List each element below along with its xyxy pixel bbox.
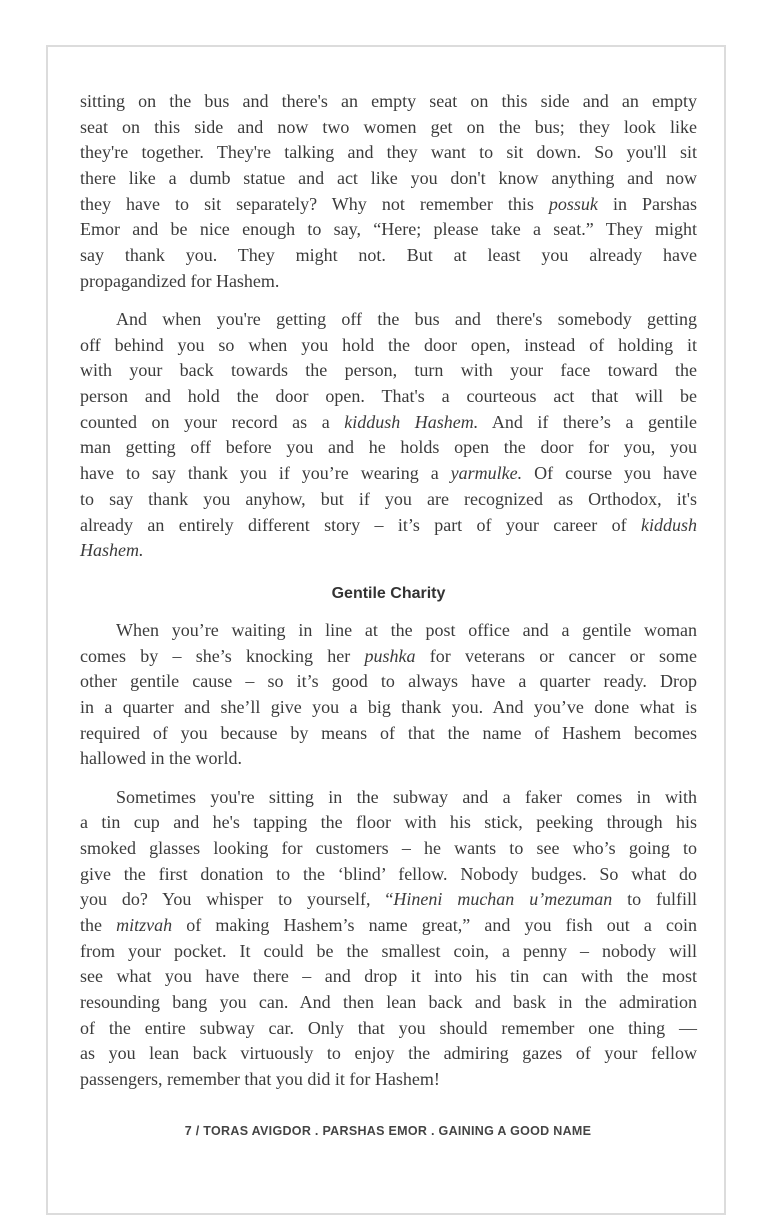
text-line — [80, 89, 697, 115]
text: a tin cup and he's tapping the floor with his stick, peeking through his — [80, 812, 697, 833]
text: propagandized for Hashem. — [80, 270, 280, 291]
italic-text: Hineni muchan u’mezuman — [393, 889, 613, 910]
text-line — [80, 166, 697, 192]
text: resounding bang you can. And then lean back and bask in the admiration — [80, 992, 697, 1012]
text: seat on this side and now two women get on the bus; they look like — [80, 116, 697, 137]
text-line — [80, 358, 697, 384]
text: hallowed in the world. — [80, 748, 242, 769]
paragraph — [80, 785, 697, 1093]
text: And when you're getting off the bus and there's somebody getting — [116, 309, 697, 329]
text: in Parshas — [597, 193, 697, 214]
text-line — [80, 410, 697, 436]
text: counted on your record as a — [80, 411, 345, 432]
text-line — [80, 644, 697, 670]
italic-text: mitzvah — [116, 914, 173, 935]
text: sitting on the bus and there's an empty seat on this side and an empty — [80, 91, 697, 111]
text-line — [80, 887, 697, 913]
text-line — [80, 862, 697, 888]
text: person and hold the door open. That's a courteous act that will be — [80, 386, 697, 407]
text: to say thank you anyhow, but if you are recognized as Orthodox, it's — [80, 488, 697, 509]
text-line — [80, 964, 697, 990]
section-heading: Gentile Charity — [331, 584, 446, 602]
text-line — [80, 513, 697, 539]
text: they're together. They're talking and they want to sit down. So you'll sit — [80, 142, 697, 163]
text: of the entire subway car. Only that you should remember one thing — — [80, 1017, 697, 1038]
italic-text: kiddush — [641, 514, 697, 535]
italic-text: Hashem. — [80, 540, 144, 561]
text: required of you because by means of that the name of Hashem becomes — [80, 722, 697, 743]
text: in a quarter and she’ll give you a big thank you. And you’ve done what is — [80, 696, 697, 717]
italic-text: kiddush Hashem. — [344, 411, 479, 432]
text: smoked glasses looking for customers – he wants to see who’s going to — [80, 837, 697, 858]
text: man getting off before you and he holds open the door for you, you — [80, 437, 697, 458]
text-line — [80, 487, 697, 513]
text: see what you have there – and drop it into his tin can with the most — [80, 966, 697, 987]
paragraph — [80, 307, 697, 564]
text: for veterans or cancer or some — [415, 645, 697, 666]
text-line — [80, 990, 697, 1016]
text: other gentile cause – so it’s good to always have a quarter ready. Drop — [80, 671, 697, 692]
text: off behind you so when you hold the door open, instead of holding it — [80, 334, 697, 355]
text: already an entirely different story – it’s part of your career of — [80, 514, 641, 535]
text: Emor and be nice enough to say, “Here; please take a seat.” They might — [80, 219, 697, 240]
text: give the first donation to the ‘blind’ fellow. Nobody budges. So what do — [80, 863, 697, 884]
paragraph — [80, 89, 697, 295]
italic-text: yarmulke. — [450, 463, 523, 484]
text-line — [80, 695, 697, 721]
text: Of course you have — [522, 463, 697, 484]
text-line — [80, 217, 697, 243]
text: say thank you. They might not. But at least you already have — [80, 245, 697, 266]
text-line — [80, 1041, 697, 1067]
page-footer: 7 / TORAS AVIGDOR . PARSHAS EMOR . GAINING A GOOD NAME — [184, 1124, 592, 1138]
text: Sometimes you're sitting in the subway and a faker comes in with — [116, 786, 697, 807]
text-line — [80, 269, 697, 295]
italic-text: possuk — [548, 193, 598, 214]
text: the — [80, 914, 117, 935]
text: have to say thank you if you’re wearing a — [80, 463, 451, 484]
text: passengers, remember that you did it for Hashem! — [80, 1069, 440, 1090]
text: you do? You whisper to yourself, “ — [80, 889, 394, 910]
text-line — [80, 435, 697, 461]
text-line — [80, 243, 697, 269]
text: with your back towards the person, turn with your face toward the — [80, 360, 697, 381]
text: to fulfill — [612, 889, 698, 910]
text: they have to sit separately? Why not remember this — [80, 193, 549, 214]
text: And if there’s a gentile — [478, 411, 697, 432]
text-line — [80, 939, 697, 965]
page-body — [80, 89, 697, 1105]
text-line — [80, 192, 697, 218]
text-line — [80, 810, 697, 836]
text: there like a dumb statue and act like you don't know anything and now — [80, 168, 697, 189]
text-line — [80, 115, 697, 141]
text-line — [80, 461, 697, 487]
text-line — [80, 785, 697, 811]
text-line — [80, 538, 697, 564]
text-line — [80, 836, 697, 862]
text-line — [80, 669, 697, 695]
text: as you lean back virtuously to enjoy the admiring gazes of your fellow — [80, 1043, 697, 1064]
text-line — [80, 384, 697, 410]
text-line — [80, 333, 697, 359]
text: of making Hashem’s name great,” and you fish out a coin — [172, 914, 697, 935]
text-line — [80, 913, 697, 939]
text-line — [80, 721, 697, 747]
text-line — [80, 140, 697, 166]
text-line — [80, 746, 697, 772]
text: comes by – she’s knocking her — [80, 645, 365, 666]
text: from your pocket. It could be the smallest coin, a penny – nobody will — [80, 940, 697, 961]
text: When you’re waiting in line at the post office and a gentile woman — [116, 619, 697, 640]
text-line — [80, 1067, 697, 1093]
text-line — [80, 618, 697, 644]
paragraph — [80, 618, 697, 772]
text-line — [80, 307, 697, 333]
italic-text: pushka — [364, 645, 416, 666]
text-line — [80, 1016, 697, 1042]
